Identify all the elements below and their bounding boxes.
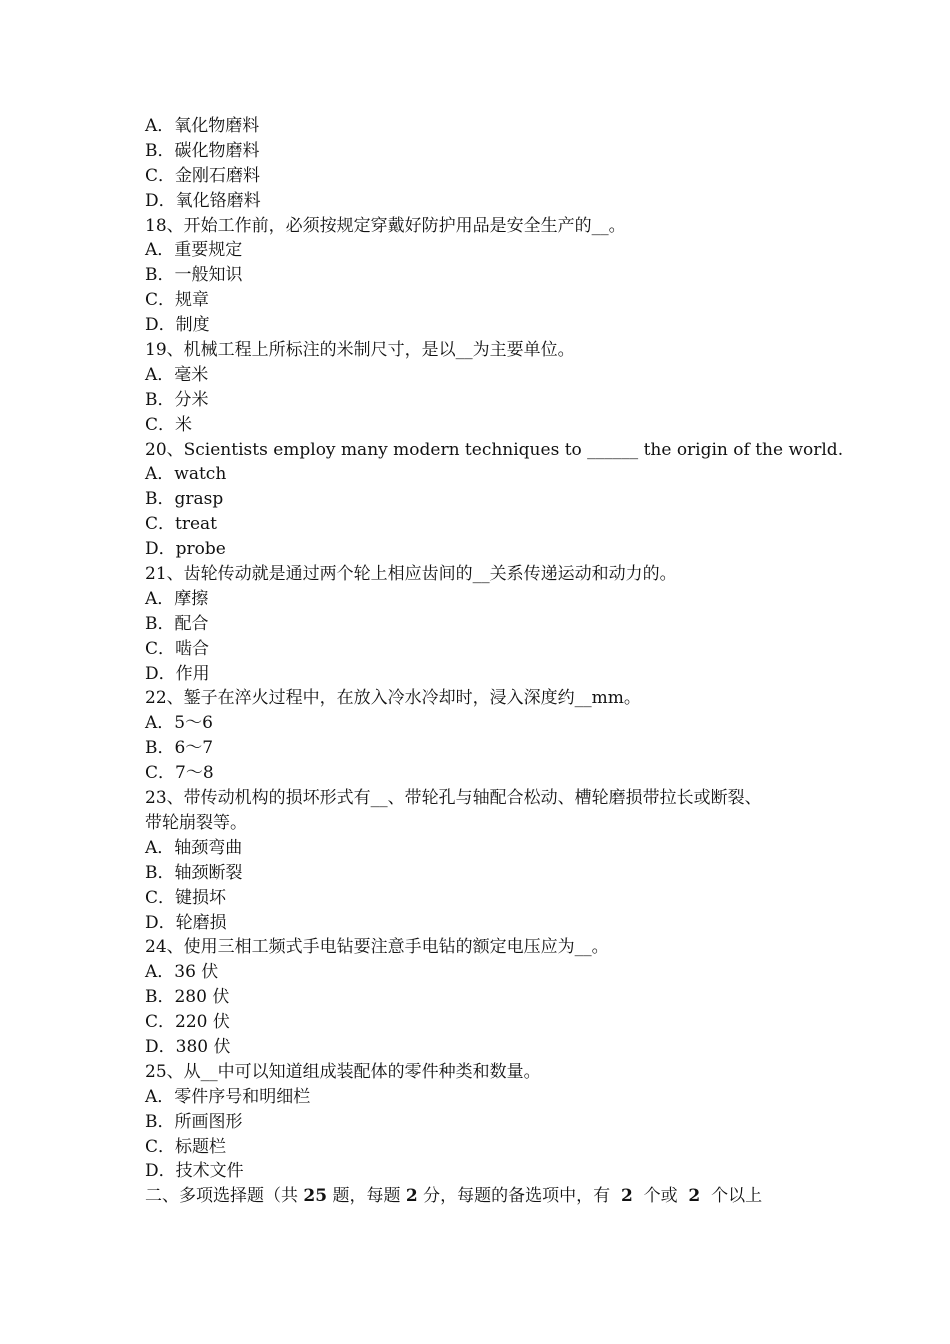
option-a-q23: A．轴颈弯曲 <box>145 837 243 858</box>
option-c-q24: C．220 伏 <box>145 1012 230 1033</box>
section-heading-text-4: 个或 <box>632 1186 689 1207</box>
section-heading-text-1: 二、多项选择题（共 <box>145 1186 304 1207</box>
question-content <box>145 114 844 1209</box>
option-b-q23: B．轴颈断裂 <box>145 862 243 883</box>
option-b-q20: B．grasp <box>145 489 224 510</box>
option-d-q20: D．probe <box>145 539 226 560</box>
option-a-q24: A．36 伏 <box>145 962 219 983</box>
option-a-q19: A．毫米 <box>145 364 209 385</box>
question-25: 25、从__中可以知道组成装配体的零件种类和数量。 <box>145 1061 541 1082</box>
question-20: 20、Scientists employ many modern techniques to ______ the origin of the world. <box>145 439 844 460</box>
option-d-q24: D．380 伏 <box>145 1036 231 1057</box>
option-c-q21: C．啮合 <box>145 638 210 659</box>
option-c-q17: C．金刚石磨料 <box>145 165 261 186</box>
option-b-q24: B．280 伏 <box>145 987 230 1008</box>
option-b-q22: B．6～7 <box>145 738 214 759</box>
section-heading-question-count: 25 <box>303 1186 328 1207</box>
section-heading-num-b: 2 <box>688 1186 701 1207</box>
option-c-q25: C．标题栏 <box>145 1136 227 1157</box>
option-d-q17: D．氧化铬磨料 <box>145 190 261 211</box>
option-a-q22: A．5～6 <box>145 713 213 734</box>
option-a-q20: A．watch <box>145 464 227 485</box>
option-b-q19: B．分米 <box>145 389 209 410</box>
option-a-q25: A．零件序号和明细栏 <box>145 1086 311 1107</box>
option-c-q20: C．treat <box>145 514 217 535</box>
option-b-q25: B．所画图形 <box>145 1111 243 1132</box>
option-d-q25: D．技术文件 <box>145 1161 244 1182</box>
section-heading-text-2: 题，每题 <box>327 1186 406 1207</box>
option-c-q19: C．米 <box>145 414 193 435</box>
option-d-q18: D．制度 <box>145 315 210 336</box>
option-b-q21: B．配合 <box>145 613 209 634</box>
option-c-q22: C．7～8 <box>145 763 214 784</box>
option-a-q17: A．氧化物磨料 <box>145 116 260 136</box>
option-c-q23: C．键损坏 <box>145 887 227 908</box>
option-b-q17: B．碳化物磨料 <box>145 140 260 161</box>
option-b-q18: B．一般知识 <box>145 265 243 286</box>
question-22: 22、錾子在淬火过程中，在放入冷水冷却时，浸入深度约__mm。 <box>145 688 641 709</box>
option-a-q21: A．摩擦 <box>145 588 209 609</box>
option-a-q18: A．重要规定 <box>145 240 243 261</box>
option-d-q21: D．作用 <box>145 663 210 684</box>
section-heading-num-a: 2 <box>620 1186 633 1207</box>
question-24: 24、使用三相工频式手电钻要注意手电钻的额定电压应为__。 <box>145 937 609 958</box>
option-c-q18: C．规章 <box>145 290 210 311</box>
section-heading-text-3: 分，每题的备选项中，有 <box>417 1186 621 1207</box>
section-heading-multiple-choice <box>145 1184 815 1209</box>
question-18: 18、开始工作前，必须按规定穿戴好防护用品是安全生产的__。 <box>145 215 626 236</box>
section-heading-points: 2 <box>405 1186 418 1207</box>
question-21: 21、齿轮传动就是通过两个轮上相应齿间的__关系传递运动和动力的。 <box>145 564 677 585</box>
section-heading-text-5: 个以上 <box>700 1186 763 1207</box>
question-19: 19、机械工程上所标注的米制尺寸，是以__为主要单位。 <box>145 340 575 361</box>
question-23-line1: 23、带传动机构的损坏形式有__、带轮孔与轴配合松动、槽轮磨损带拉长或断裂、 <box>145 788 762 809</box>
question-23-line2: 带轮崩裂等。 <box>145 812 247 833</box>
option-d-q23: D．轮磨损 <box>145 912 227 933</box>
